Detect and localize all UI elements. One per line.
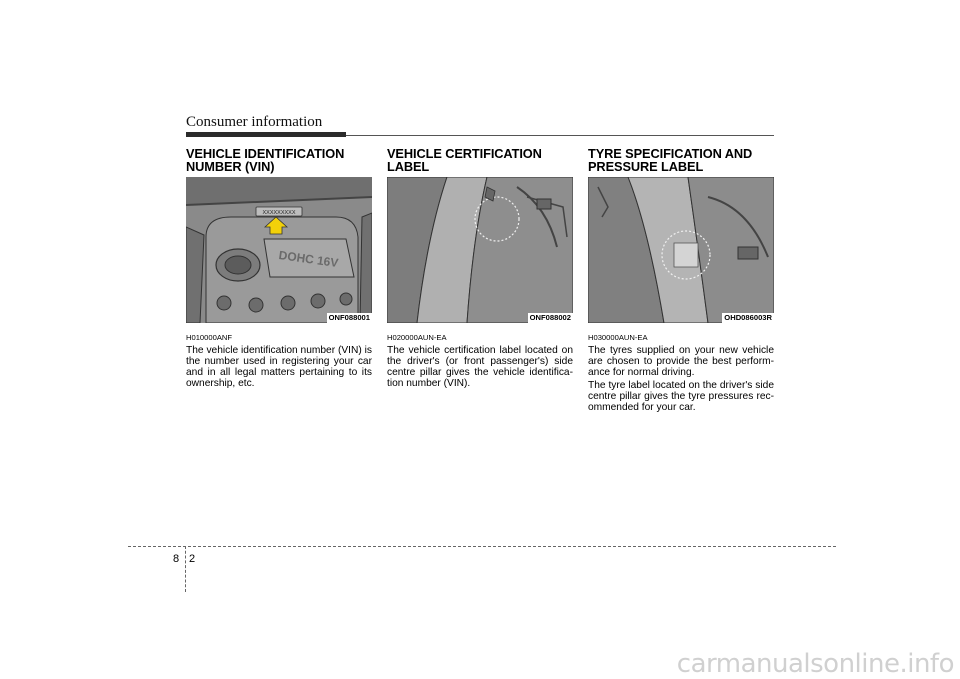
tyre-label-pillar-illustration (588, 177, 774, 323)
figure-label: ONF088002 (529, 313, 571, 322)
page-number: 2 (189, 553, 196, 565)
section-body (387, 345, 573, 389)
section-heading: TYRE SPECIFICATION AND PRESSURE LABEL (588, 146, 753, 174)
section-tyre-label (588, 147, 774, 415)
section-body (186, 345, 372, 389)
watermark-text: carmanualsonline.info (676, 649, 954, 679)
figure-label: ONF088001 (328, 313, 370, 322)
section-heading: VEHICLE IDENTIFICATION NUMBER (VIN) (186, 146, 345, 174)
body-paragraph: The tyre label located on the driver's side centre pillar gives the tyre pressures rec-ommended for your car. (588, 380, 774, 413)
section-heading: VEHICLE CERTIFICATION LABEL (387, 146, 542, 174)
header-rule-thick (186, 132, 346, 137)
section-code: H020000AUN-EA (387, 333, 447, 342)
section-vin (186, 147, 372, 391)
footer-rule (128, 546, 836, 547)
body-paragraph: The tyres supplied on your new vehicle are chosen to provide the best perform-ance for normal driving. (588, 345, 774, 378)
body-paragraph: The vehicle identification number (VIN) is the number used in registering your car and in all legal matters pertaining to its ownership, etc. (186, 345, 372, 389)
section-code: H010000ANF (186, 333, 233, 342)
body-paragraph: The vehicle certification label located on the driver's (or front passenger's) side centre pillar gives the vehicle identifica-tion number (VIN). (387, 345, 573, 389)
figure-label: OHD086003R (724, 313, 772, 322)
section-certification-label (387, 147, 573, 391)
footer-divider (185, 546, 186, 592)
engine-bay-illustration (186, 177, 372, 323)
door-pillar-illustration (387, 177, 573, 323)
engine-cover-text: DOHC 16V (277, 247, 340, 271)
chapter-number: 8 (173, 553, 180, 565)
section-code: H030000AUN-EA (588, 333, 648, 342)
vin-plate-text: XXXXXXXXX (262, 210, 296, 216)
header-rule-thin (346, 135, 774, 136)
section-body (588, 345, 774, 413)
header-title: Consumer information (186, 114, 323, 130)
